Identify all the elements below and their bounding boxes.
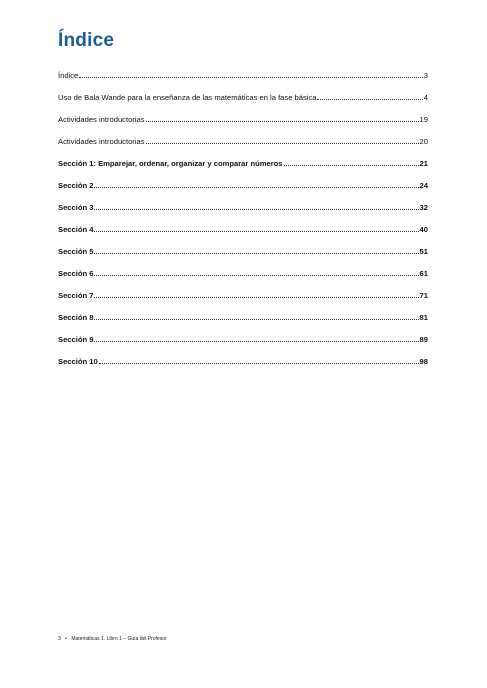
toc-dot-leader: [94, 297, 418, 298]
toc-entry[interactable]: [58, 128, 428, 146]
toc-entry-label: Actividades introductorias: [58, 115, 145, 124]
toc-dot-leader: [146, 121, 419, 122]
toc-dot-leader: [94, 275, 418, 276]
table-of-contents: [58, 66, 428, 366]
toc-entry[interactable]: [58, 150, 428, 168]
toc-dot-leader: [317, 99, 422, 100]
page-footer: [58, 636, 167, 642]
toc-entry-label: Actividades introductorias: [58, 137, 145, 146]
toc-entry-page-number: 24: [419, 181, 428, 190]
toc-entry-label: Sección 1: Emparejar, ordenar, organizar y comparar números: [58, 159, 283, 168]
toc-entry[interactable]: [58, 216, 428, 234]
toc-entry-page-number: 40: [419, 225, 428, 234]
toc-entry-page-number: 89: [419, 335, 428, 344]
toc-dot-leader: [94, 319, 418, 320]
page-title: Índice: [58, 30, 115, 51]
toc-dot-leader: [94, 231, 418, 232]
toc-entry-label: Sección 7: [58, 291, 94, 300]
toc-entry-label: Sección 2: [58, 181, 94, 190]
toc-entry[interactable]: [58, 194, 428, 212]
toc-dot-leader: [94, 341, 418, 342]
toc-dot-leader: [79, 77, 423, 78]
toc-entry[interactable]: [58, 172, 428, 190]
toc-entry[interactable]: [58, 348, 428, 366]
toc-entry-page-number: 51: [419, 247, 428, 256]
toc-entry-label: Sección 5: [58, 247, 94, 256]
toc-entry-page-number: 20: [419, 137, 428, 146]
toc-entry-label: Sección 4: [58, 225, 94, 234]
toc-entry[interactable]: [58, 106, 428, 124]
toc-entry-page-number: 4: [423, 93, 428, 102]
toc-entry[interactable]: [58, 84, 428, 102]
toc-entry[interactable]: [58, 326, 428, 344]
toc-entry-label: Sección 9: [58, 335, 94, 344]
toc-dot-leader: [99, 363, 419, 364]
toc-dot-leader: [284, 165, 419, 166]
toc-entry[interactable]: [58, 260, 428, 278]
toc-entry[interactable]: [58, 66, 428, 80]
toc-dot-leader: [94, 209, 418, 210]
toc-entry-page-number: 61: [419, 269, 428, 278]
toc-dot-leader: [146, 143, 419, 144]
footer-page-number: 3: [58, 636, 61, 642]
toc-entry-page-number: 32: [419, 203, 428, 212]
toc-entry-page-number: 19: [419, 115, 428, 124]
footer-separator: •: [65, 636, 67, 642]
toc-entry-label: Sección 8: [58, 313, 94, 322]
toc-dot-leader: [94, 187, 418, 188]
footer-text: Matemáticas 1. Libro 1 – Guía del Profesor: [71, 636, 167, 642]
toc-dot-leader: [94, 253, 418, 254]
toc-entry[interactable]: [58, 282, 428, 300]
toc-entry-page-number: 21: [419, 159, 428, 168]
toc-entry[interactable]: [58, 304, 428, 322]
toc-entry-label: Sección 3: [58, 203, 94, 212]
toc-entry-label: Índice: [58, 71, 79, 80]
toc-entry-label: Uso de Bala Wande para la enseñanza de las matemáticas en la fase básica: [58, 93, 317, 102]
toc-entry-page-number: 71: [419, 291, 428, 300]
toc-entry-page-number: 81: [419, 313, 428, 322]
toc-entry-label: Sección 6: [58, 269, 94, 278]
toc-entry-page-number: 3: [423, 71, 428, 80]
toc-entry-label: Sección 10: [58, 357, 98, 366]
toc-entry[interactable]: [58, 238, 428, 256]
toc-entry-page-number: 98: [419, 357, 428, 366]
